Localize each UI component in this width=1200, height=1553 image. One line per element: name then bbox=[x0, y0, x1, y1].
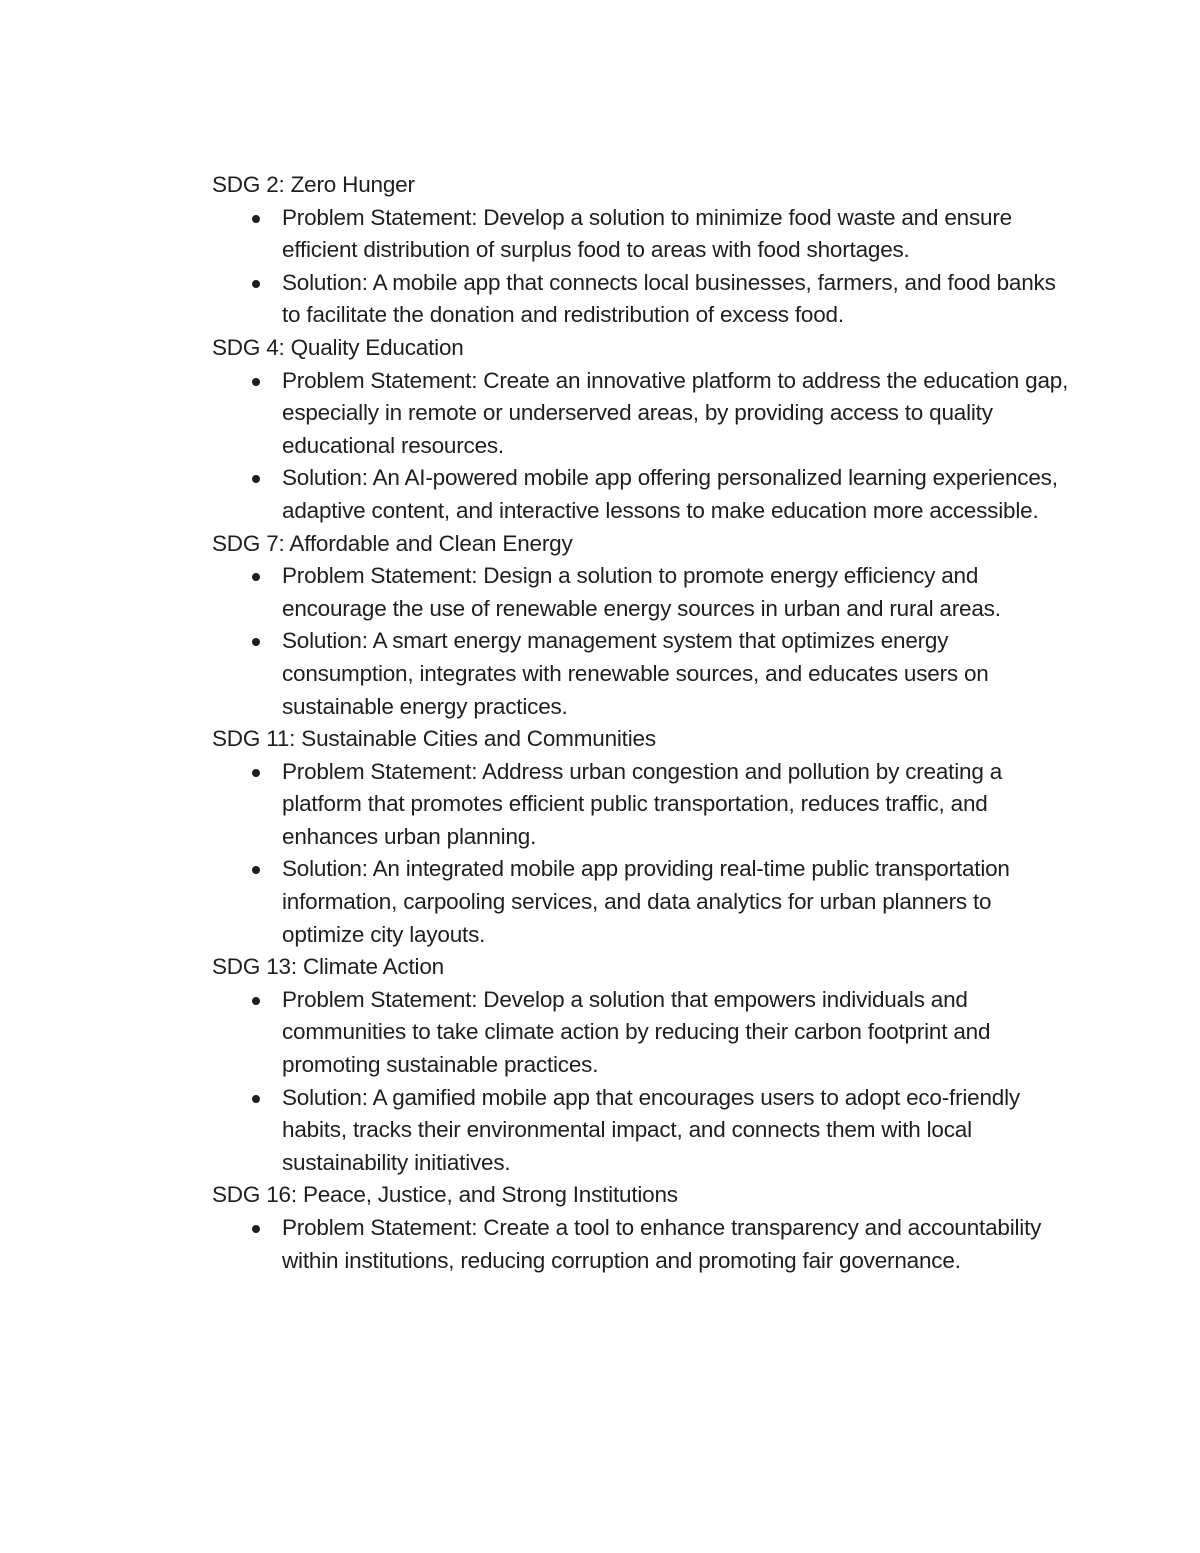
list-item-text: Problem Statement: Design a solution to promote energy efficiency and encourage the use of renewable energy sources in urban and rural areas. bbox=[282, 563, 1001, 621]
list-item bbox=[212, 1082, 1072, 1180]
list-item bbox=[212, 625, 1072, 723]
bullet-icon bbox=[252, 573, 260, 581]
list-item bbox=[212, 365, 1072, 463]
section-title: SDG 2: Zero Hunger bbox=[212, 172, 415, 197]
bullet-list bbox=[212, 1212, 1072, 1277]
list-item bbox=[212, 756, 1072, 854]
bullet-list bbox=[212, 756, 1072, 952]
list-item-text: Solution: A gamified mobile app that encourages users to adopt eco-friendly habits, tracks their environmental impact, and connects them with local sustainability initiatives. bbox=[282, 1084, 1020, 1175]
section-sdg-4 bbox=[212, 332, 1072, 528]
list-item-text: Problem Statement: Address urban congestion and pollution by creating a platform that promotes efficient public transportation, reduces traffic, and enhances urban planning. bbox=[282, 758, 1003, 849]
list-item-text: Problem Statement: Create an innovative platform to address the education gap, especially in remote or underserved areas, by providing access to quality educational resources. bbox=[282, 367, 1069, 458]
list-item bbox=[212, 462, 1072, 527]
list-item bbox=[212, 202, 1072, 267]
list-item bbox=[212, 267, 1072, 332]
section-sdg-11 bbox=[212, 723, 1072, 951]
bullet-list bbox=[212, 560, 1072, 723]
list-item-text: Problem Statement: Develop a solution to minimize food waste and ensure efficient distribution of surplus food to areas with food shortages. bbox=[282, 204, 1012, 263]
bullet-icon bbox=[252, 378, 260, 386]
bullet-list bbox=[212, 365, 1072, 528]
section-title: SDG 7: Affordable and Clean Energy bbox=[212, 530, 573, 556]
section-sdg-13 bbox=[212, 951, 1072, 1179]
section-title: SDG 16: Peace, Justice, and Strong Institutions bbox=[212, 1182, 678, 1208]
bullet-icon bbox=[252, 280, 260, 288]
list-item-text: Problem Statement: Create a tool to enhance transparency and accountability within institutions, reducing corruption and promoting fair governance. bbox=[282, 1215, 1042, 1273]
section-sdg-2 bbox=[212, 169, 1072, 332]
bullet-icon bbox=[252, 866, 260, 874]
bullet-icon bbox=[252, 997, 260, 1005]
list-item-text: Solution: An AI-powered mobile app offering personalized learning experiences, adaptive content, and interactive lessons to make education more accessible. bbox=[282, 465, 1058, 523]
section-sdg-7 bbox=[212, 528, 1072, 724]
bullet-icon bbox=[252, 769, 260, 777]
list-item bbox=[212, 1212, 1072, 1277]
bullet-list bbox=[212, 202, 1072, 332]
section-title: SDG 13: Climate Action bbox=[212, 954, 444, 980]
bullet-icon bbox=[252, 1095, 260, 1103]
list-item bbox=[212, 984, 1072, 1082]
list-item-text: Solution: A smart energy management system that optimizes energy consumption, integrates with renewable sources, and educates users on sustainable energy practices. bbox=[282, 628, 989, 719]
bullet-icon bbox=[252, 1225, 260, 1233]
list-item-text: Solution: A mobile app that connects local businesses, farmers, and food banks to facilitate the donation and redistribution of excess food. bbox=[282, 269, 1056, 328]
list-item-text: Problem Statement: Develop a solution that empowers individuals and communities to take climate action by reducing their carbon footprint and promoting sustainable practices. bbox=[282, 986, 991, 1078]
list-item bbox=[212, 853, 1072, 951]
section-title: SDG 11: Sustainable Cities and Communities bbox=[212, 726, 656, 752]
list-item-text: Solution: An integrated mobile app providing real-time public transportation information, carpooling services, and data analytics for urban planners to optimize city layouts. bbox=[282, 856, 1010, 947]
bullet-list bbox=[212, 984, 1072, 1180]
document-body bbox=[212, 169, 1072, 1277]
section-sdg-16 bbox=[212, 1179, 1072, 1277]
list-item bbox=[212, 560, 1072, 625]
section-title: SDG 4: Quality Education bbox=[212, 334, 464, 360]
bullet-icon bbox=[252, 215, 260, 223]
bullet-icon bbox=[252, 638, 260, 646]
bullet-icon bbox=[252, 475, 260, 483]
